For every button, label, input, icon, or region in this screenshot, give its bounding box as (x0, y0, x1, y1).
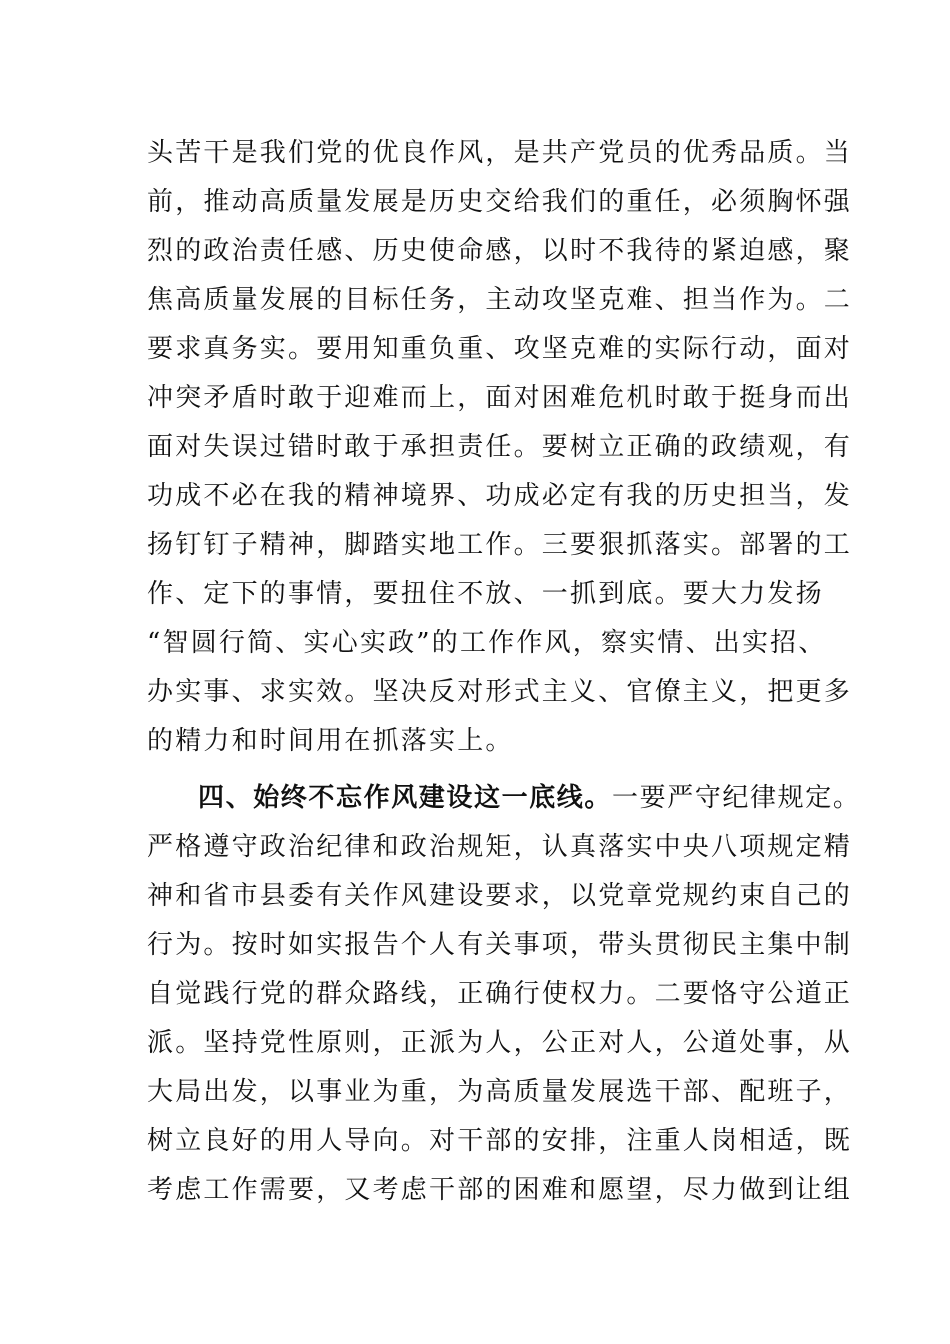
paragraph-line: 树立良好的用人导向。对干部的安排，注重人岗相适，既 (147, 1126, 853, 1156)
paragraph-line: “智圆行简、实心实政”的工作作风，察实情、出实招、 (147, 628, 827, 658)
paragraph-line: 自觉践行党的群众路线，正确行使权力。二要恪守公道正 (147, 979, 853, 1009)
paragraph-line: 大局出发，以事业为重，为高质量发展选干部、配班子， (147, 1077, 853, 1107)
section-heading-line (198, 778, 898, 818)
paragraph-line: 派。坚持党性原则，正派为人，公正对人，公道处事，从 (147, 1028, 853, 1058)
paragraph-line: 的精力和时间用在抓落实上。 (147, 726, 514, 756)
paragraph-line: 严格遵守政治纪律和政治规矩，认真落实中央八项规定精 (147, 832, 853, 862)
paragraph-line: 扬钉钉子精神，脚踏实地工作。三要狠抓落实。部署的工 (147, 530, 853, 560)
section-heading: 四、始终不忘作风建设这一底线。 (198, 783, 613, 813)
paragraph-line: 行为。按时如实报告个人有关事项，带头贯彻民主集中制 (147, 930, 853, 960)
paragraph-line: 功成不必在我的精神境界、功成必定有我的历史担当，发 (147, 481, 853, 511)
paragraph-line: 考虑工作需要，又考虑干部的困难和愿望，尽力做到让组 (147, 1175, 853, 1205)
paragraph-line: 神和省市县委有关作风建设要求，以党章党规约束自己的 (147, 881, 853, 911)
heading-line-text: 一要严守纪律规定。 (612, 783, 861, 813)
paragraph-line: 烈的政治责任感、历史使命感，以时不我待的紧迫感，聚 (147, 236, 853, 266)
paragraph-line: 作、定下的事情，要扭住不放、一抓到底。要大力发扬 (147, 579, 824, 609)
paragraph-line: 办实事、求实效。坚决反对形式主义、官僚主义，把更多 (147, 677, 853, 707)
paragraph-line: 冲突矛盾时敢于迎难而上，面对困难危机时敢于挺身而出 (147, 383, 853, 413)
paragraph-line: 面对失误过错时敢于承担责任。要树立正确的政绩观，有 (147, 432, 853, 462)
paragraph-line: 要求真务实。要用知重负重、攻坚克难的实际行动，面对 (147, 334, 853, 364)
paragraph-line: 前，推动高质量发展是历史交给我们的重任，必须胸怀强 (147, 187, 853, 217)
paragraph-line: 头苦干是我们党的优良作风，是共产党员的优秀品质。当 (147, 138, 853, 168)
paragraph-line: 焦高质量发展的目标任务，主动攻坚克难、担当作为。二 (147, 285, 853, 315)
